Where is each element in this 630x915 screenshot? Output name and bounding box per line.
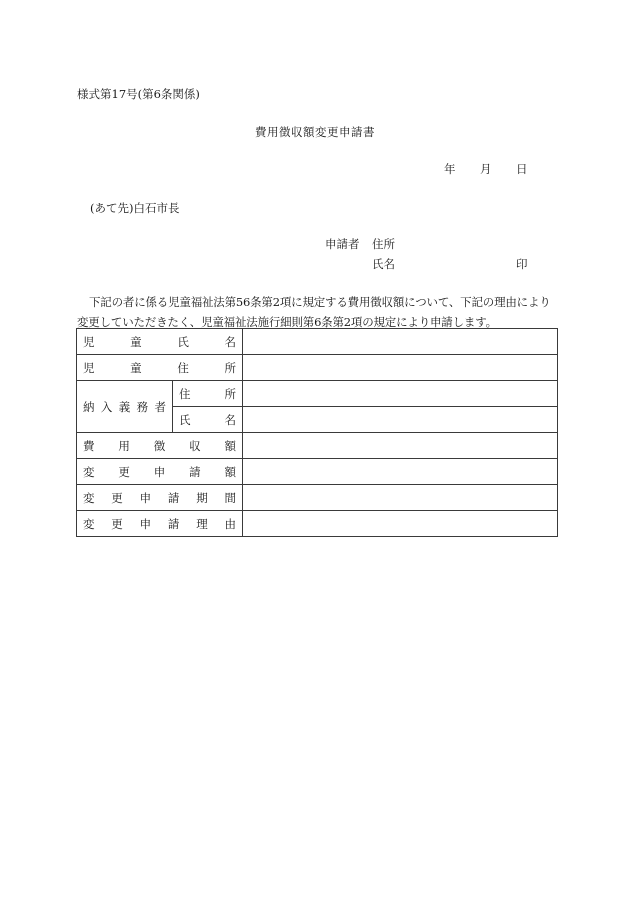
child-address-label: 児童住所 — [77, 355, 243, 381]
date-year-label: 年 — [444, 162, 456, 176]
applicant-name-label: 氏名 — [372, 257, 395, 271]
child-name-field[interactable] — [243, 329, 558, 355]
obligor-name-label: 氏名 — [173, 407, 243, 433]
document-title: 費用徴収額変更申請書 — [255, 125, 375, 139]
date-day-label: 日 — [516, 162, 528, 176]
change-period-field[interactable] — [243, 485, 558, 511]
applicant-address-label: 住所 — [372, 237, 395, 251]
obligor-address-label: 住所 — [173, 381, 243, 407]
seal-label: 印 — [516, 257, 528, 271]
table-row — [77, 355, 558, 381]
change-amount-label: 変更申請額 — [77, 459, 243, 485]
table-row — [77, 459, 558, 485]
obligor-label: 納入義務者 — [77, 381, 173, 433]
table-row — [77, 381, 558, 407]
table-row — [77, 485, 558, 511]
table-row — [77, 433, 558, 459]
obligor-address-field[interactable] — [243, 381, 558, 407]
applicant-label: 申請者 — [325, 237, 360, 251]
change-period-label: 変更申請期間 — [77, 485, 243, 511]
change-reason-label: 変更申請理由 — [77, 511, 243, 537]
table-row — [77, 511, 558, 537]
table-row — [77, 329, 558, 355]
fee-amount-field[interactable] — [243, 433, 558, 459]
change-amount-field[interactable] — [243, 459, 558, 485]
child-name-label: 児童氏名 — [77, 329, 243, 355]
obligor-name-field[interactable] — [243, 407, 558, 433]
request-statement: 下記の者に係る児童福祉法第56条第2項に規定する費用徴収額について、下記の理由により変更していただきたく、児童福祉法施行細則第6条第2項の規定により申請します。 — [77, 295, 551, 329]
addressee: (あて先)白石市長 — [90, 201, 180, 215]
fee-amount-label: 費用徴収額 — [77, 433, 243, 459]
form-number: 様式第17号(第6条関係) — [77, 87, 200, 101]
date-month-label: 月 — [480, 162, 492, 176]
child-address-field[interactable] — [243, 355, 558, 381]
change-reason-field[interactable] — [243, 511, 558, 537]
application-table — [76, 328, 558, 537]
